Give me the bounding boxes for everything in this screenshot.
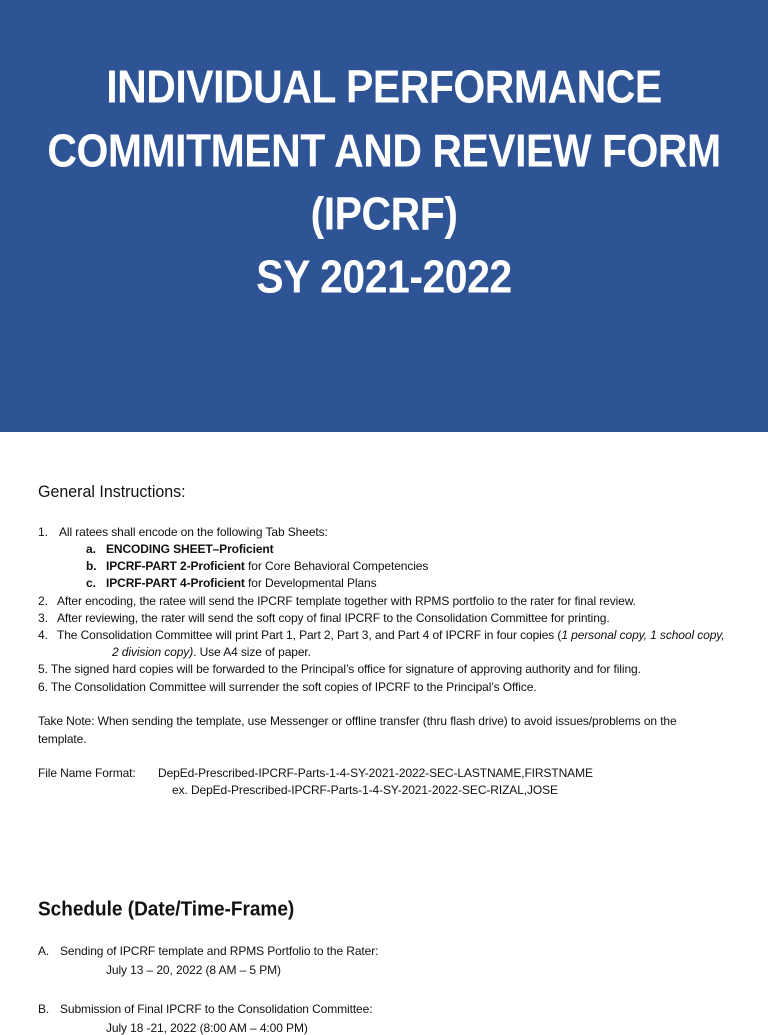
item-2-number: 2. <box>38 594 49 608</box>
file-name-format: DepEd-Prescribed-IPCRF-Parts-1-4-SY-2021-2022-SEC-LASTNAME,FIRSTNAME <box>158 766 593 780</box>
schedule-b-date: July 18 -21, 2022 (8:00 AM – 4:00 PM) <box>106 1021 308 1035</box>
item-3-text: After reviewing, the rater will send the soft copy of final IPCRF to the Consolidation Committee for printing. <box>57 611 610 625</box>
item-1-number: 1. <box>38 525 49 539</box>
schedule-a-text: Sending of IPCRF template and RPMS Portfolio to the Rater: <box>60 944 379 958</box>
sub-c-item <box>106 576 377 590</box>
item-1-text: All ratees shall encode on the following Tab Sheets: <box>59 525 328 539</box>
sub-c-text: for Developmental Plans <box>244 576 377 590</box>
title-line-2: COMMITMENT AND REVIEW FORM <box>47 125 721 177</box>
item-4-line-2 <box>112 645 311 659</box>
sub-b-text: for Core Behavioral Competencies <box>244 559 429 573</box>
title-banner <box>0 0 768 432</box>
schedule-a-date: July 13 – 20, 2022 (8 AM – 5 PM) <box>106 963 281 977</box>
item-3-number: 3. <box>38 611 49 625</box>
take-note-line-2: template. <box>38 732 87 746</box>
item-4-line-1 <box>57 628 725 642</box>
title-line-4: SY 2021-2022 <box>256 251 512 303</box>
item-4-text-end: . Use A4 size of paper. <box>193 645 311 659</box>
schedule-heading: Schedule (Date/Time-Frame) <box>38 898 295 921</box>
item-4-italic-2: 2 division copy) <box>112 645 194 659</box>
instructions-page <box>0 432 768 1035</box>
schedule-a-letter: A. <box>38 944 50 958</box>
general-instructions-heading: General Instructions: <box>38 483 186 502</box>
schedule-b-letter: B. <box>38 1002 50 1016</box>
sub-b-letter: b. <box>86 559 97 573</box>
file-name-example: ex. DepEd-Prescribed-IPCRF-Parts-1-4-SY-2021-2022-SEC-RIZAL,JOSE <box>172 783 558 797</box>
title-line-3: (IPCRF) <box>310 188 458 240</box>
sub-a-bold: ENCODING SHEET–Proficient <box>106 542 274 556</box>
schedule-b-text: Submission of Final IPCRF to the Consolidation Committee: <box>60 1002 373 1016</box>
item-2-text: After encoding, the ratee will send the IPCRF template together with RPMS portfolio to the rater for final review. <box>57 594 636 608</box>
sub-b-item <box>106 559 428 573</box>
item-4-number: 4. <box>38 628 49 642</box>
title-line-1: INDIVIDUAL PERFORMANCE <box>106 61 662 113</box>
sub-b-bold: IPCRF-PART 2-Proficient <box>106 559 245 573</box>
sub-a-item <box>106 542 274 556</box>
sub-a-letter: a. <box>86 542 96 556</box>
item-4-italic-1: 1 personal copy, 1 school copy, <box>561 628 725 642</box>
item-6-text: 6. The Consolidation Committee will surrender the soft copies of IPCRF to the Principal’s Office. <box>38 680 537 694</box>
take-note-line-1: Take Note: When sending the template, use Messenger or offline transfer (thru flash drive) to avoid issues/problems on the <box>38 714 677 728</box>
item-5-text: 5. The signed hard copies will be forwarded to the Principal’s office for signature of approving authority and for filing. <box>38 662 641 676</box>
file-name-label: File Name Format: <box>38 766 136 780</box>
item-4-text-start: The Consolidation Committee will print Part 1, Part 2, Part 3, and Part 4 of IPCRF in four copies ( <box>57 628 562 642</box>
sub-c-letter: c. <box>86 576 96 590</box>
sub-c-bold: IPCRF-PART 4-Proficient <box>106 576 245 590</box>
